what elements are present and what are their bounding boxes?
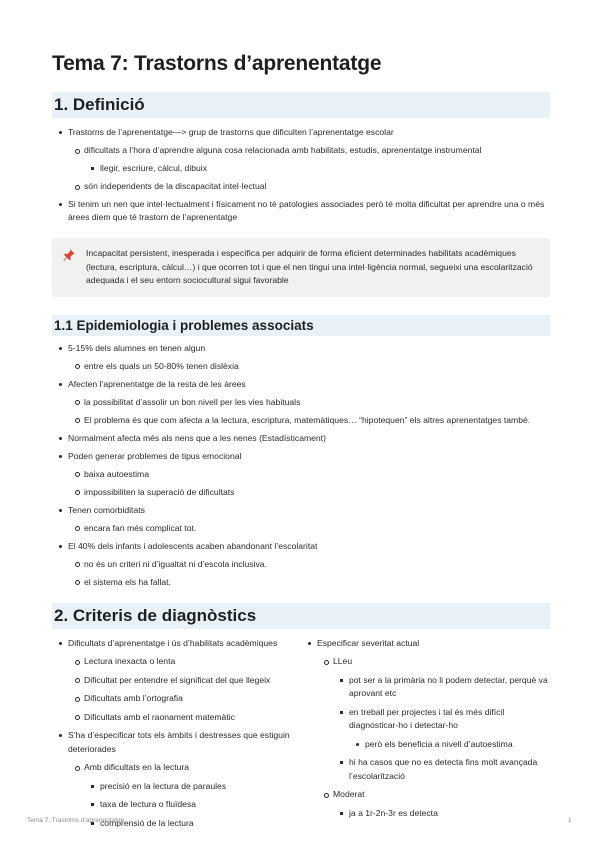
list-item	[52, 692, 301, 706]
list-item	[52, 396, 550, 409]
section-heading-epidemiologia: 1.1 Epidemiologia i problemes associats	[52, 315, 550, 336]
list-item-text: pot ser a la primària no li podem detectar, perquè va aprovant etc	[349, 674, 548, 698]
criteris-right-column	[301, 637, 550, 836]
list-item-text: són independents de la discapacitat intel·lectual	[84, 181, 267, 191]
bullet-icon	[59, 455, 62, 458]
list-item	[301, 655, 550, 669]
list-item	[52, 198, 550, 224]
list-item	[301, 738, 550, 752]
list-item	[301, 756, 550, 783]
page-title: Tema 7: Trastorns d’aprenentatge	[52, 52, 382, 75]
list-item	[52, 486, 550, 499]
list-item	[52, 711, 301, 725]
bullet-icon	[59, 734, 62, 737]
bullet-icon	[340, 761, 343, 764]
list-item	[52, 126, 550, 139]
list-item	[301, 674, 550, 701]
bullet-icon	[356, 743, 359, 746]
bullet-icon	[75, 678, 80, 683]
bullet-icon	[91, 785, 94, 788]
list-item	[52, 450, 550, 463]
list-item-text: S’ha d’especificar tots els àmbits i destresses que estiguin deteriorades	[68, 730, 290, 754]
list-item-text: Trastorns de l’aprenentatge—> grup de trastorns que dificulten l’aprenentatge escolar	[68, 127, 394, 137]
list-item-text: comprensió de la lectura	[100, 817, 194, 828]
list-item-text: El problema és que com afecta a la lectura, escriptura, matemàtiques… “hipotequen” els altres aprenentatges també.	[84, 414, 531, 425]
list-item-text: precisió en la lectura de paraules	[100, 780, 227, 791]
list-item	[52, 540, 550, 553]
list-item-text: en treball per projectes i tal és més difícil diagnosticar-ho i detectar-ho	[349, 706, 505, 730]
list-item-text: impossibiliten la superació de dificultats	[84, 486, 235, 497]
bullet-icon	[59, 642, 62, 645]
list-item-text: entre els quals un 50-80% tenen dislèxia	[84, 360, 239, 371]
bullet-icon	[75, 490, 80, 495]
criteris-left-list	[52, 637, 301, 831]
list-item	[52, 360, 550, 373]
bullet-icon	[308, 642, 311, 645]
page-content	[52, 52, 550, 835]
list-item-text: no és un criteri ni d’igualtat ni d’escola inclusiva.	[84, 558, 267, 569]
list-item-text: Afecten l’aprenentatge de la resta de les àrees	[68, 378, 246, 389]
list-item	[52, 729, 301, 756]
list-item	[52, 144, 550, 157]
list-item	[301, 706, 550, 733]
criteris-columns	[52, 637, 550, 836]
bullet-icon	[324, 793, 329, 798]
list-item	[52, 761, 301, 775]
bullet-icon	[75, 149, 80, 154]
footer-title: Tema 7: Trastorns d’aprenentatge	[27, 817, 125, 824]
definicio-list	[52, 126, 550, 224]
bullet-icon	[340, 711, 343, 714]
bullet-icon	[59, 131, 62, 134]
list-item	[52, 432, 550, 445]
list-item-text: baixa autoestima	[84, 468, 149, 479]
callout-box	[52, 238, 550, 297]
list-item-text: dificultats a l’hora d’aprendre alguna cosa relacionada amb habilitats, estudis, aprenentatge instrumental	[84, 145, 482, 155]
list-item-text: Moderat	[333, 789, 365, 799]
bullet-icon	[75, 526, 80, 531]
bullet-icon	[75, 364, 80, 369]
list-item-text: Amb dificultats en la lectura	[84, 762, 190, 772]
list-item	[52, 522, 550, 535]
list-item-text: Dificultats amb l’ortografia	[84, 693, 183, 703]
list-item	[52, 162, 550, 175]
list-item-text: hi ha casos que no es detecta fins molt avançada l’escolarització	[349, 757, 538, 781]
list-item	[52, 798, 301, 812]
bullet-icon	[75, 715, 80, 720]
list-item	[52, 780, 301, 794]
criteris-left-column	[52, 637, 301, 836]
list-item	[52, 468, 550, 481]
list-item-text: Dificultat per entendre el significat del que llegeix	[84, 674, 271, 685]
list-item	[52, 342, 550, 355]
bullet-icon	[340, 812, 343, 815]
list-item-text: el sistema els ha fallat.	[84, 576, 171, 587]
epidemiologia-list	[52, 342, 550, 589]
section-heading-criteris: 2. Criteris de diagnòstics	[52, 603, 550, 629]
section-heading-definicio: 1. Definició	[52, 92, 550, 118]
list-item	[52, 674, 301, 688]
list-item-text: ja a 1r-2n-3r es detecta	[349, 807, 438, 818]
bullet-icon	[59, 383, 62, 386]
bullet-icon	[75, 400, 80, 405]
list-item-text: LLeu	[333, 656, 353, 666]
list-item-text: Dificultats amb el raonament matemàtic	[84, 711, 235, 722]
list-item	[52, 655, 301, 669]
bullet-icon	[91, 803, 94, 806]
bullet-icon	[59, 509, 62, 512]
list-item-text: encara fan més complicat tot.	[84, 522, 197, 533]
list-item-text: Si tenim un nen que intel·lectualment i físicament no té patologies associades però té molta dificultat per aprendre una o més àrees diem que té trastorn de l’aprenentatge	[68, 199, 545, 222]
list-item-text: El 40% dels infants i adolescents acaben abandonant l’escolaritat	[68, 540, 318, 551]
list-item	[301, 637, 550, 651]
list-item-text: Dificultats d’aprenentatge i ús d’habilitats acadèmiques	[68, 637, 278, 648]
bullet-icon	[75, 418, 80, 423]
bullet-icon	[59, 437, 62, 440]
list-item-text: però els beneficia a nivell d’autoestima	[365, 738, 513, 749]
list-item-text: Lectura inexacta o lenta	[84, 656, 176, 666]
list-item-text: Poden generar problemes de tipus emocional	[68, 450, 242, 461]
list-item	[52, 558, 550, 571]
list-item	[52, 180, 550, 193]
bullet-icon	[324, 660, 329, 665]
list-item	[301, 788, 550, 802]
bullet-icon	[75, 766, 80, 771]
pushpin-icon	[62, 248, 76, 262]
callout-text: Incapacitat persistent, inesperada i específica per adquirir de forma eficient determinades habilitats acadèmiques (lectura, escriptura, càlcul…) i que ocorren tot i que el nen tingui una intel·ligència normal, segueixi una escolarització adequada i el seu entorn sociocultural sigui favorable	[86, 248, 533, 285]
list-item-text: Tenen comorbiditats	[68, 504, 145, 515]
bullet-icon	[91, 167, 94, 170]
bullet-icon	[59, 347, 62, 350]
bullet-icon	[340, 679, 343, 682]
bullet-icon	[75, 472, 80, 477]
page-number: 1	[568, 817, 572, 824]
list-item	[52, 504, 550, 517]
list-item	[301, 807, 550, 821]
list-item-text: Normalment afecta més als nens que a les nenes (Estadísticament)	[68, 432, 326, 443]
list-item-text: 5-15% dels alumnes en tenen algun	[68, 342, 206, 353]
list-item-text: taxa de lectura o fluïdesa	[100, 799, 197, 809]
list-item	[52, 637, 301, 651]
bullet-icon	[75, 660, 80, 665]
bullet-icon	[59, 203, 62, 206]
list-item	[52, 576, 550, 589]
bullet-icon	[75, 185, 80, 190]
bullet-icon	[59, 545, 62, 548]
bullet-icon	[75, 580, 80, 585]
bullet-icon	[75, 562, 80, 567]
criteris-right-list	[301, 637, 550, 821]
list-item	[52, 378, 550, 391]
list-item-text: la possibilitat d’assolir un bon nivell per les vies habituals	[84, 396, 301, 407]
bullet-icon	[75, 697, 80, 702]
list-item-text: Especificar severitat actual	[317, 637, 420, 648]
list-item-text: llegir, escriure, càlcul, dibuix	[100, 163, 207, 173]
list-item	[52, 414, 550, 427]
